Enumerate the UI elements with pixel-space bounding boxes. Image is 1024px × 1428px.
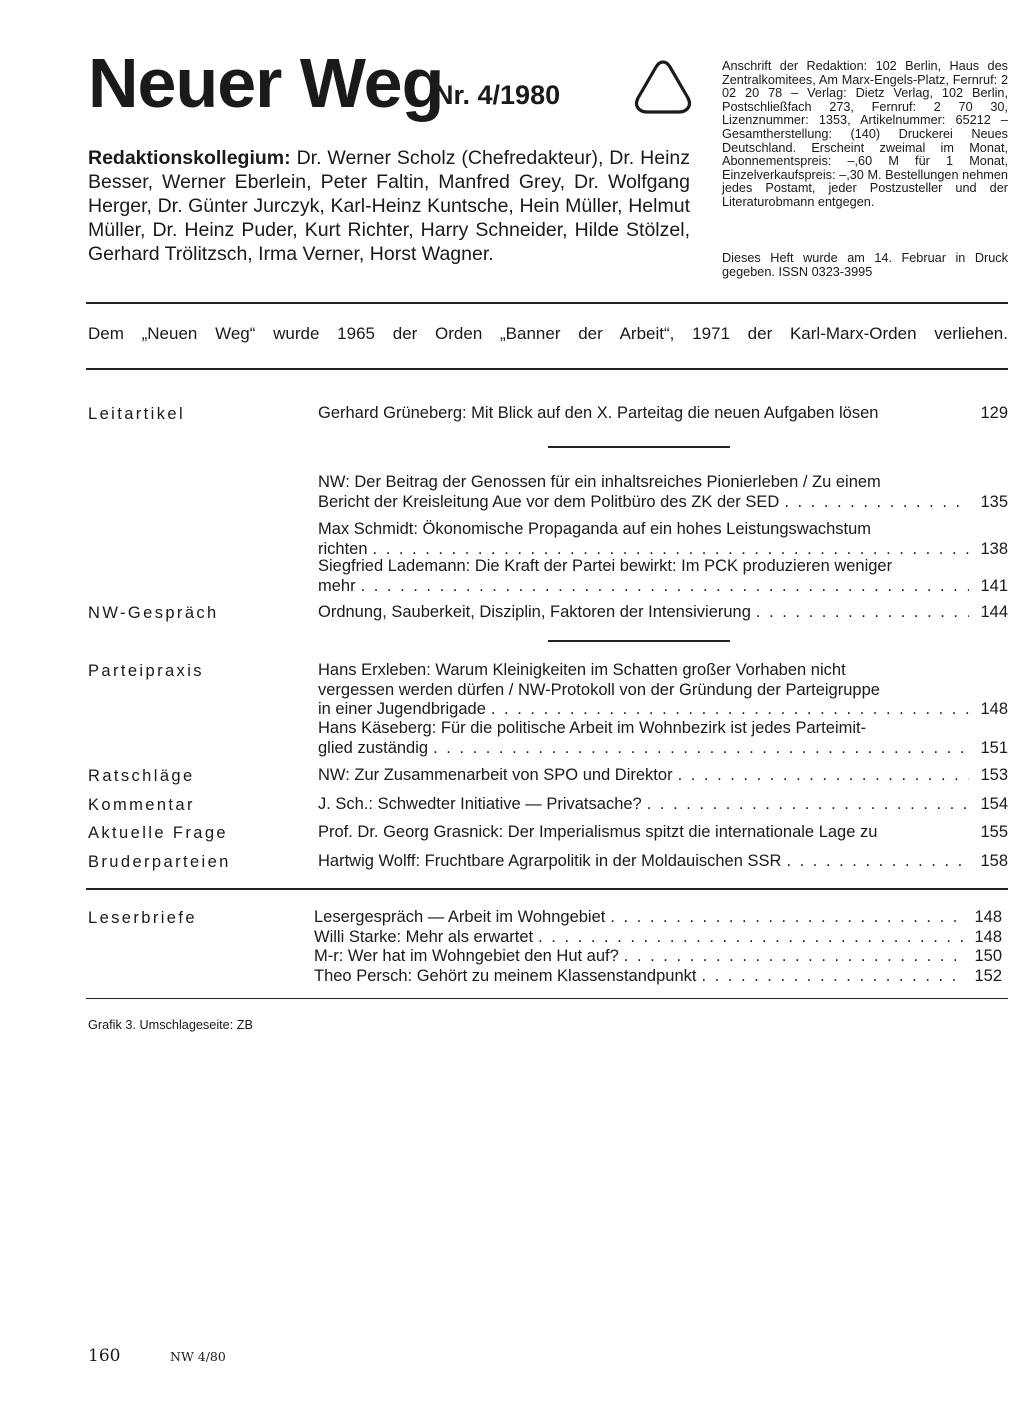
triangle-logo-icon <box>633 58 693 116</box>
print-note: Dieses Heft wurde am 14. Februar in Druck gegeben. ISSN 0323-3995 <box>722 251 1008 279</box>
leader-dots <box>610 908 963 928</box>
toc-entry[interactable] <box>318 661 1008 720</box>
page-number: 141 <box>980 576 1008 595</box>
imprint-address: Anschrift der Redaktion: 102 Berlin, Haus des Zentralkomitees, Am Marx-Engels-Platz, Fernruf: 2 02 20 78 – Verlag: Dietz Verlag, 102 Berlin, Postschließfach 273, Fernruf: 2 70 30, Lizenznummer: 1353, Artikelnummer: 65212 – Gesamtherstellung: (140) Druckerei Neues Deutschland. Erscheint zweimal im Monat, Abonnementspreis: –,60 M für 1 Monat, Einzelverkaufspreis: –,30 M. Bestellungen nehmen jedes Postamt, jeder Postzusteller und der Literaturobmann entgegen. <box>722 59 1008 209</box>
entry-title: Theo Persch: Gehört zu meinem Klassenstandpunkt <box>314 966 697 985</box>
section-label: Leserbriefe <box>88 909 197 927</box>
entry-title: glied zuständig <box>318 738 429 757</box>
leader-dots <box>491 700 969 720</box>
entry-title: Max Schmidt: Ökonomische Propaganda auf ein hohes Leistungswachstum <box>318 520 872 538</box>
entry-title: richten <box>318 539 368 558</box>
rule-award <box>86 368 1008 370</box>
page-number: 148 <box>974 908 1002 926</box>
toc-entry[interactable] <box>318 404 1008 424</box>
footer-issue: NW 4/80 <box>170 1349 226 1364</box>
entry-title: Prof. Dr. Georg Grasnick: Der Imperialismus spitzt die internationale Lage zu <box>318 823 878 841</box>
entry-title: Lesergespräch — Arbeit im Wohngebiet <box>314 908 606 926</box>
toc-entry[interactable] <box>318 557 1008 596</box>
leader-dots <box>647 795 969 815</box>
editorial-board <box>88 146 690 266</box>
section-label: NW-Gespräch <box>88 604 219 622</box>
entry-title: Hans Erxleben: Warum Kleinigkeiten im Schatten großer Vorhaben nicht <box>318 661 846 679</box>
editorial-board-names: Dr. Werner Scholz (Chefredakteur), Dr. Heinz Besser, Werner Eberlein, Peter Faltin, Manfred Grey, Dr. Wolfgang Herger, Dr. Günter Jurczyk, Karl-Heinz Kuntsche, Hein Müller, Helmut Müller, Dr. Heinz Puder, Kurt Richter, Harry Schneider, Hilde Stölzel, Gerhard Trölitzsch, Irma Verner, Horst Wagner. <box>88 147 690 265</box>
entry-title: NW: Der Beitrag der Genossen für ein inhaltsreiches Pionierleben / Zu einem <box>318 473 881 491</box>
letter-entry[interactable] <box>314 928 1002 948</box>
entry-title: Hartwig Wolff: Fruchtbare Agrarpolitik in der Moldauischen SSR <box>318 852 782 870</box>
letters-list <box>314 908 1002 986</box>
toc-entry[interactable] <box>318 795 1008 815</box>
leader-dots <box>756 603 969 623</box>
toc-entry[interactable] <box>318 603 1008 623</box>
leader-dots <box>433 739 969 759</box>
editorial-board-label: Redaktionskollegium: <box>88 147 291 169</box>
page-number: 148 <box>974 927 1002 946</box>
page-number: 152 <box>974 966 1002 985</box>
page-number: 155 <box>980 823 1008 841</box>
section-label: Aktuelle Frage <box>88 824 228 842</box>
page-number: 138 <box>980 539 1008 558</box>
separator-rule <box>548 446 730 448</box>
entry-title: Bericht der Kreisleitung Aue vor dem Politbüro des ZK der SED <box>318 492 780 511</box>
leader-dots <box>701 967 963 987</box>
page-number: 129 <box>980 404 1008 422</box>
page-number: 135 <box>980 492 1008 511</box>
entry-title: J. Sch.: Schwedter Initiative — Privatsache? <box>318 795 642 813</box>
rule-bottom <box>86 998 1008 999</box>
toc-entry[interactable] <box>318 719 1008 758</box>
rule-letters <box>86 888 1008 890</box>
entry-title: vergessen werden dürfen / NW-Protokoll von der Gründung der Parteigruppe <box>318 680 880 699</box>
leader-dots <box>624 947 963 967</box>
rule-top <box>86 302 1008 304</box>
page-number: 144 <box>980 603 1008 621</box>
page-number: 158 <box>980 852 1008 870</box>
leader-dots <box>538 928 963 948</box>
page-number: 150 <box>974 947 1002 965</box>
leader-dots <box>786 852 969 872</box>
toc-entry[interactable] <box>318 766 1008 786</box>
section-label: Kommentar <box>88 796 195 814</box>
graphic-credit: Grafik 3. Umschlageseite: ZB <box>88 1018 253 1032</box>
page-number: 151 <box>980 738 1008 757</box>
separator-rule <box>548 640 730 642</box>
issue-number: Nr. 4/1980 <box>434 80 561 110</box>
section-label: Parteipraxis <box>88 662 204 680</box>
entry-title: NW: Zur Zusammenarbeit von SPO und Direktor <box>318 766 673 784</box>
page-number-footer: 160 <box>88 1346 121 1366</box>
page-number: 148 <box>980 700 1008 718</box>
section-label: Leitartikel <box>88 405 186 423</box>
leader-dots <box>361 577 969 597</box>
leader-dots <box>784 493 969 513</box>
toc-entry[interactable] <box>318 473 1008 512</box>
leader-dots <box>678 766 969 786</box>
entry-title: Ordnung, Sauberkeit, Disziplin, Faktoren der Intensivierung <box>318 603 751 621</box>
page-number: 154 <box>980 795 1008 813</box>
entry-title: M-r: Wer hat im Wohngebiet den Hut auf? <box>314 947 619 965</box>
letter-entry[interactable] <box>314 967 1002 987</box>
award-statement: Dem „Neuen Weg“ wurde 1965 der Orden „Banner der Arbeit“, 1971 der Karl-Marx-Orden verliehen. <box>88 324 1008 343</box>
entry-title: Siegfried Lademann: Die Kraft der Partei bewirkt: Im PCK produzieren weniger <box>318 557 893 575</box>
letter-entry[interactable] <box>314 947 1002 967</box>
entry-title: mehr <box>318 576 356 595</box>
toc-entry[interactable] <box>318 823 1008 843</box>
toc-entry[interactable] <box>318 520 1008 559</box>
page-number: 153 <box>980 766 1008 784</box>
entry-title: in einer Jugendbrigade <box>318 700 486 718</box>
masthead-title: Neuer Weg <box>88 44 444 122</box>
section-label: Ratschläge <box>88 767 195 785</box>
section-label: Bruderparteien <box>88 853 231 871</box>
letter-entry[interactable] <box>314 908 1002 928</box>
entry-title: Gerhard Grüneberg: Mit Blick auf den X. Parteitag die neuen Aufgaben lösen <box>318 404 879 422</box>
toc-entry[interactable] <box>318 852 1008 872</box>
entry-title: Willi Starke: Mehr als erwartet <box>314 927 534 946</box>
entry-title: Hans Käseberg: Für die politische Arbeit im Wohnbezirk ist jedes Parteimit- <box>318 719 867 737</box>
